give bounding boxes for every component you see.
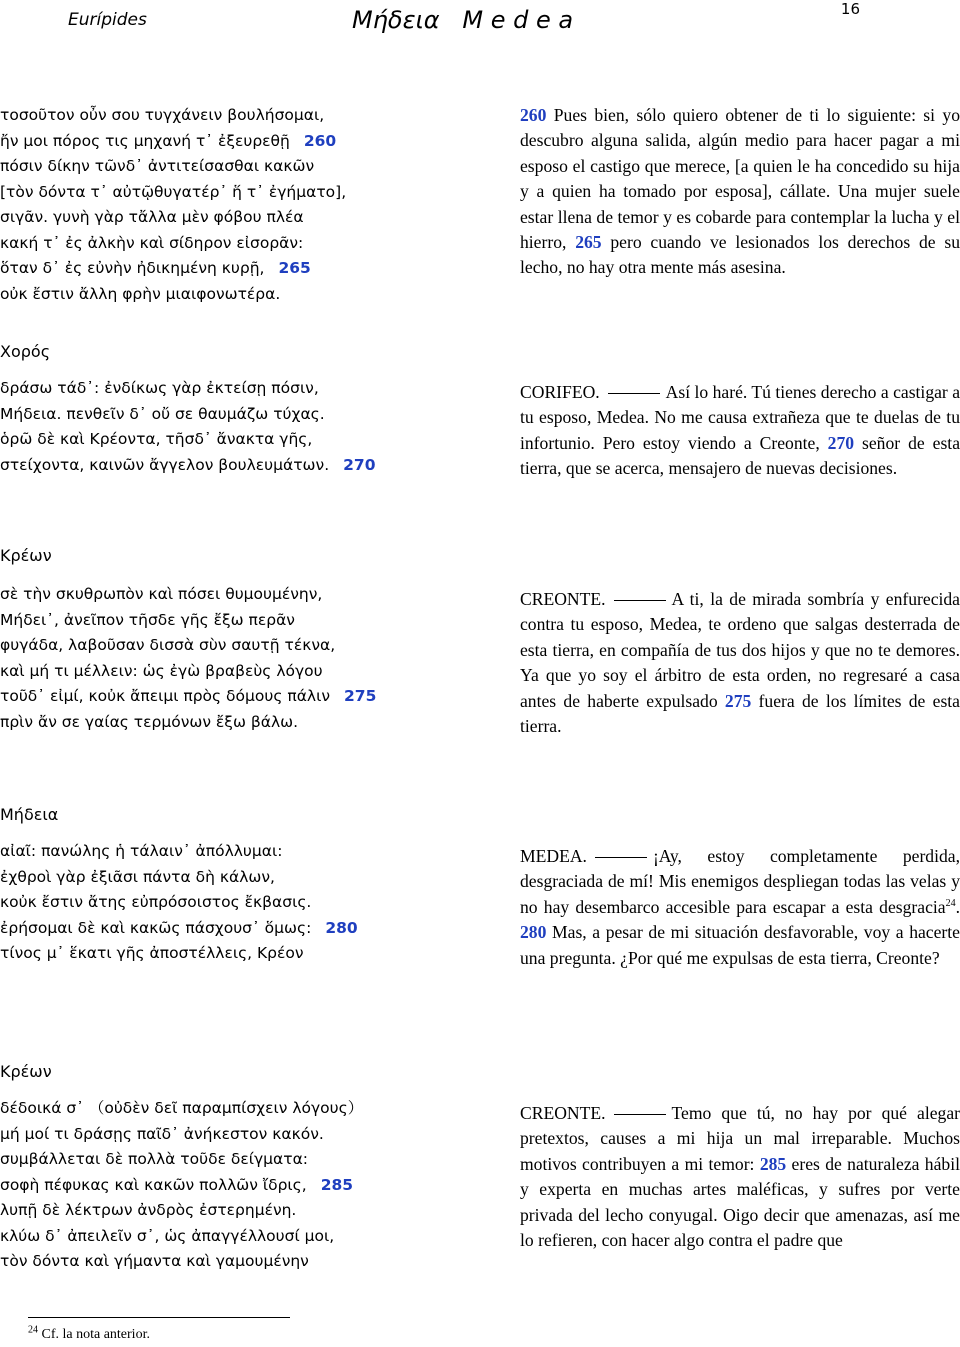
spanish-translation-5: CREONTE. Temo que tú, no hay por qué alegar pretextos, causes a mi hija un mal irreparable. Muchos motivos contribuyen a mi temor: 285 eres de naturaleza hábil y experta en muchas artes maléficas, y sufres por verte privada del lecho conyugal. Oigo decir que amenazas, así me lo refieren, con hacer algo contra el padre que xyxy=(520,1103,960,1251)
greek-line: συμβάλλεται δὲ πολλὰ τοῦδε δείγματα: xyxy=(0,1150,309,1168)
greek-line: ὅταν δ᾽ ἐς εὐνὴν ἠδικημένη κυρῇ, 265 xyxy=(0,259,311,277)
greek-line: αἰαῖ: πανώλης ἡ τάλαιν᾽ ἀπόλλυμαι: xyxy=(0,842,283,860)
speaker-label-creon: Κρέων xyxy=(0,546,52,565)
greek-line: ὁρῶ δὲ καὶ Κρέοντα, τῆσδ᾽ ἄνακτα γῆς, xyxy=(0,430,313,448)
greek-verses-2 xyxy=(0,376,470,478)
em-dash xyxy=(608,393,660,394)
greek-line: μή μοί τι δράσῃς παῖδ᾽ ἀνήκεστον κακόν. xyxy=(0,1124,324,1143)
line-number: 285 xyxy=(320,1175,354,1194)
spanish-translation-3: CREONTE. A ti, la de mirada sombría y enfurecida contra tu esposo, Medea, te ordeno que salgas desterrada de esta tierra, en compañía de tus dos hijos y que no te demores. Ya que yo soy el árbitro de esta orden, no regresaré a casa antes de haberte expulsado 275 fuera de los límites de esta tierra. xyxy=(520,589,960,737)
speaker-label-medea: Μήδεια xyxy=(0,805,59,824)
greek-verses-5 xyxy=(0,1096,470,1275)
verse-number: 275 xyxy=(724,690,752,711)
verse-number: 270 xyxy=(827,432,855,453)
em-dash xyxy=(614,1114,666,1115)
role-label: MEDEA. xyxy=(520,846,587,866)
role-label: CORIFEO. xyxy=(520,382,600,402)
footnote-ref: 24 xyxy=(945,897,956,909)
greek-line: δράσω τάδ᾽: ἐνδίκως γὰρ ἐκτείσῃ πόσιν, xyxy=(0,379,319,397)
greek-line: ἤν μοι πόρος τις μηχανή τ᾽ ἐξευρεθῇ 260 xyxy=(0,131,337,150)
greek-line: ἐρήσομαι δὲ καὶ κακῶς πάσχουσ᾽ ὅμως: 280 xyxy=(0,918,358,937)
greek-verses-3 xyxy=(0,582,470,735)
speaker-label-creon-2: Κρέων xyxy=(0,1062,52,1081)
verse-number: 285 xyxy=(759,1153,787,1174)
footnote-separator xyxy=(28,1317,290,1318)
greek-verses-1 xyxy=(0,103,470,307)
greek-line: Μήδεια. πενθεῖν δ᾽ οὔ σε θαυμάζω τύχας. xyxy=(0,404,325,423)
role-label: CREONTE. xyxy=(520,589,606,609)
greek-line: πόσιν δίκην τῶνδ᾽ ἀντιτείσασθαι κακῶν xyxy=(0,157,315,175)
greek-line: καὶ μή τι μέλλειν: ὡς ἐγὼ βραβεὺς λόγου xyxy=(0,661,323,680)
greek-line: δέδοικά σ᾽ （οὐδὲν δεῖ παραμπίσχειν λόγους） xyxy=(0,1099,364,1117)
greek-line: κοὐκ ἔστιν ἄτης εὐπρόσοιστος ἔκβασις. xyxy=(0,893,312,911)
spanish-translation-1: 260 Pues bien, sólo quiero obtener de ti lo siguiente: si yo descubro alguna salida, algún medio para hacer pagar a mi esposo el castigo que merece, [a quien le ha concedido su hija y a quien ha tomado por esposa], cállate. Una mujer suele estar llena de temor y es cobarde para contemplar la lucha y el hierro, 265 pero cuando ve lesionados los derechos de su lecho, no hay otra mente más asesina. xyxy=(520,105,960,278)
verse-number: 260 xyxy=(520,105,547,125)
line-number: 265 xyxy=(278,259,311,277)
line-number: 275 xyxy=(344,687,377,705)
line-number: 260 xyxy=(303,131,337,150)
verse-number: 265 xyxy=(575,232,602,253)
greek-line: φυγάδα, λαβοῦσαν δισσὰ σὺν σαυτῇ τέκνα, xyxy=(0,636,336,654)
page-header xyxy=(0,0,960,50)
speaker-label-chorus: Χορός xyxy=(0,342,51,361)
spanish-translation-4: MEDEA. ¡Ay, estoy completamente perdida, desgraciada de mí! Mis enemigos despliegan todas las velas y no hay desembarco accesible para escapar a esta desgracia$^{24}$. 280 Mas, a pesar de mi situación desfavorable, voy a hacerte una pregunta. ¿Por qué me expulsas de esta tierra, Creonte? xyxy=(520,846,960,968)
greek-line: τίνος μ᾽ ἕκατι γῆς ἀποστέλλεις, Κρέον xyxy=(0,944,304,962)
greek-line: οὐκ ἔστιν ἄλλη φρὴν μιαιφονωτέρα. xyxy=(0,284,281,303)
role-label: CREONTE. xyxy=(520,1103,606,1123)
greek-line: σιγᾶν. γυνὴ γὰρ τἄλλα μὲν φόβου πλέα xyxy=(0,208,304,226)
greek-line: στείχοντα, καινῶν ἄγγελον βουλευμάτων. 270 xyxy=(0,455,376,474)
greek-line: κλύω δ᾽ ἀπειλεῖν σ᾽, ὡς ἀπαγγέλλουσί μοι, xyxy=(0,1226,335,1245)
em-dash xyxy=(614,600,666,601)
line-number: 280 xyxy=(325,918,358,937)
greek-line: σὲ τὴν σκυθρωπὸν καὶ πόσει θυμουμένην, xyxy=(0,585,323,603)
greek-line: Μήδει᾽, ἀνεῖπον τῆσδε γῆς ἔξω περᾶν xyxy=(0,610,295,629)
greek-line: τοσοῦτον οὖν σου τυγχάνειν βουλήσομαι, xyxy=(0,106,325,124)
greek-verses-4 xyxy=(0,839,470,967)
author-name: Eurípides xyxy=(68,10,147,30)
page-number: 16 xyxy=(840,0,860,18)
footnote-marker: 24 xyxy=(28,1324,38,1336)
greek-line: πρὶν ἄν σε γαίας τερμόνων ἔξω βάλω. xyxy=(0,712,299,731)
greek-line: σοφὴ πέφυκας καὶ κακῶν πολλῶν ἴδρις, 285 xyxy=(0,1175,354,1194)
greek-line: κακή τ᾽ ἐς ἀλκὴν καὶ σίδηρον εἰσορᾶν: xyxy=(0,233,304,252)
footnote xyxy=(28,1324,150,1343)
line-number: 270 xyxy=(343,455,376,474)
work-title: Μήδεια M e d e a xyxy=(352,6,574,34)
greek-line: τοῦδ᾽ εἰμί, κοὐκ ἄπειμι πρὸς δόμους πάλιν 275 xyxy=(0,687,377,705)
em-dash xyxy=(595,857,647,858)
greek-line: τὸν δόντα καὶ γήμαντα καὶ γαμουμένην xyxy=(0,1252,309,1270)
spanish-translation-2: CORIFEO. Así lo haré. Tú tienes derecho a castigar a tu esposo, Medea. No me causa extrañeza que te duelas de tu infortunio. Pero estoy viendo a Creonte, 270 señor de esta tierra, que se acerca, mensajero de nuevas decisiones. xyxy=(520,382,960,479)
verse-number: 280 xyxy=(520,922,547,943)
footnote-text: Cf. la nota anterior. xyxy=(38,1327,150,1342)
greek-line: λυπῇ δὲ λέκτρων ἀνδρὸς ἐστερημένη. xyxy=(0,1201,297,1219)
greek-line: ἐχθροὶ γὰρ ἐξιᾶσι πάντα δὴ κάλων, xyxy=(0,867,275,886)
greek-line: [τὸν δόντα τ᾽ αὐτῷθυγατέρ᾽ ἥ τ᾽ ἐγήματο], xyxy=(0,182,347,201)
